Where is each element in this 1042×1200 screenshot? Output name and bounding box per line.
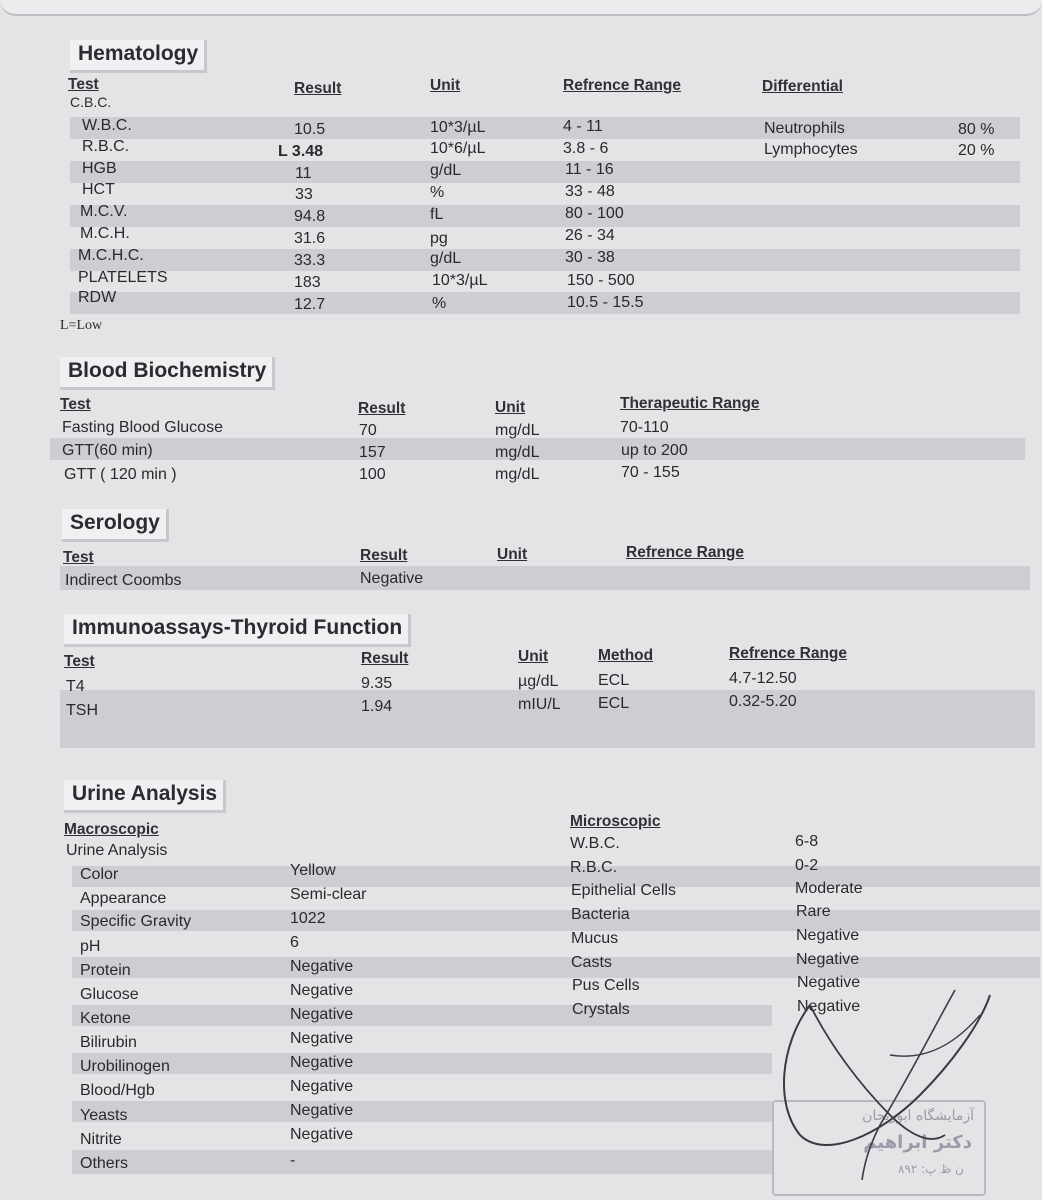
test-result: 9.35: [361, 675, 393, 692]
test-unit: mg/dL: [495, 422, 540, 439]
col-header-microscopic: Microscopic: [570, 813, 661, 830]
test-range: 70-110: [620, 419, 669, 436]
test-name: Glucose: [80, 986, 139, 1003]
test-unit: µg/dL: [518, 673, 559, 690]
test-name: M.C.H.C.: [78, 247, 144, 264]
row-band: [70, 292, 1020, 314]
section-title-urine: Urine Analysis: [64, 780, 226, 813]
test-method: ECL: [598, 672, 630, 689]
test-result: 33: [295, 186, 313, 203]
differential-name: Lymphocytes: [764, 141, 858, 158]
test-name: Others: [80, 1155, 129, 1172]
test-result: 0-2: [795, 857, 819, 874]
row-band: [70, 249, 1020, 271]
row-band: [72, 910, 1040, 931]
col-header-unit: Unit: [495, 399, 526, 416]
test-result: 1.94: [361, 698, 393, 715]
test-unit: pg: [430, 230, 448, 247]
test-result: 12.7: [294, 296, 326, 313]
test-result: Negative: [290, 1054, 354, 1071]
col-header-range: Refrence Range: [729, 645, 848, 662]
test-name: R.B.C.: [82, 138, 130, 155]
section-title-hematology: Hematology: [70, 40, 207, 73]
row-band: [72, 1150, 772, 1174]
section-title-biochemistry: Blood Biochemistry: [60, 357, 275, 390]
test-result: Negative: [290, 1126, 354, 1143]
test-result-flagged: L 3.48: [278, 143, 324, 160]
differential-value: 20 %: [958, 142, 995, 159]
test-unit: %: [432, 295, 447, 312]
col-header-result: Result: [360, 547, 408, 564]
test-name: HCT: [82, 181, 115, 198]
col-header-test: Test: [64, 653, 95, 670]
test-unit: g/dL: [430, 162, 462, 179]
test-name: M.C.V.: [80, 203, 128, 220]
test-unit: 10*6/µL: [430, 140, 486, 157]
test-name: HGB: [82, 160, 117, 177]
test-name: T4: [66, 678, 85, 695]
test-name: Fasting Blood Glucose: [62, 419, 223, 436]
test-result: 183: [294, 274, 321, 291]
test-unit: fL: [430, 206, 444, 223]
col-header-differential: Differential: [762, 78, 843, 95]
test-range: 11 - 16: [565, 161, 614, 178]
test-result: Moderate: [795, 880, 863, 897]
test-range: 4 - 11: [563, 118, 603, 135]
test-unit: %: [430, 184, 445, 201]
col-header-unit: Unit: [518, 648, 549, 665]
signature-scribble: [770, 985, 1020, 1195]
col-header-result: Result: [294, 80, 342, 97]
test-result: Negative: [290, 1102, 354, 1119]
test-name: Yeasts: [80, 1107, 128, 1124]
test-name: pH: [80, 938, 101, 955]
test-result: Negative: [360, 570, 424, 587]
test-name: Urobilinogen: [80, 1058, 170, 1075]
test-result: 70: [359, 422, 377, 439]
test-name: W.B.C.: [570, 835, 620, 852]
test-result: Negative: [796, 927, 860, 944]
test-result: Negative: [290, 1006, 354, 1023]
row-band: [70, 161, 1020, 183]
test-result: Yellow: [290, 862, 336, 879]
test-name: Nitrite: [80, 1131, 122, 1148]
test-name: Bilirubin: [80, 1034, 137, 1051]
row-band: [72, 866, 1040, 887]
stamp-line: ن ظ پ: ۸۹۲: [897, 1162, 964, 1176]
test-name: Bacteria: [571, 906, 630, 923]
test-range: 150 - 500: [567, 272, 635, 289]
col-header-test: Test: [68, 76, 99, 93]
test-name: Specific Gravity: [80, 913, 192, 930]
test-result: 10.5: [294, 121, 326, 138]
group-label-cbc: C.B.C.: [70, 94, 112, 110]
row-band: [70, 117, 1020, 139]
test-name: Pus Cells: [572, 977, 640, 994]
test-range: 70 - 155: [621, 464, 680, 481]
test-result: Negative: [290, 1030, 354, 1047]
test-name: Casts: [571, 954, 612, 971]
test-unit: 10*3/µL: [430, 119, 486, 136]
test-result: Negative: [290, 982, 354, 999]
row-band: [72, 1005, 772, 1026]
test-range: 26 - 34: [565, 227, 615, 244]
test-range: 10.5 - 15.5: [567, 294, 644, 311]
test-result: 11: [295, 165, 312, 182]
test-name: Blood/Hgb: [80, 1082, 155, 1099]
col-header-result: Result: [358, 400, 406, 417]
test-name: R.B.C.: [570, 859, 618, 876]
stamp-line: دکتر ابراهیم: [863, 1132, 972, 1153]
test-name: Ketone: [80, 1010, 131, 1027]
col-header-range: Therapeutic Range: [620, 395, 760, 412]
col-header-test: Test: [60, 396, 91, 413]
row-band: [60, 566, 1030, 590]
test-name: Protein: [80, 962, 131, 979]
test-name: Crystals: [572, 1001, 630, 1018]
test-range: 0.32-5.20: [729, 693, 797, 710]
col-header-test: Test: [63, 549, 94, 566]
test-name: Mucus: [571, 930, 619, 947]
test-name: RDW: [78, 289, 117, 306]
test-method: ECL: [598, 695, 630, 712]
col-header-unit: Unit: [430, 77, 461, 94]
test-result: 6-8: [795, 833, 819, 850]
test-result: 157: [359, 444, 386, 461]
test-range: 4.7-12.50: [729, 670, 797, 687]
test-result: Negative: [797, 974, 861, 991]
test-result: -: [290, 1152, 296, 1169]
col-header-range: Refrence Range: [563, 77, 682, 94]
test-name: Indirect Coombs: [65, 572, 182, 589]
test-name: M.C.H.: [80, 225, 130, 242]
group-label-urine: Urine Analysis: [66, 842, 168, 859]
row-band: [70, 205, 1020, 227]
row-band: [72, 1053, 772, 1074]
section-title-serology: Serology: [62, 509, 169, 542]
test-unit: g/dL: [430, 250, 462, 267]
test-result: 1022: [290, 910, 326, 927]
test-name: GTT(60 min): [62, 442, 153, 459]
test-unit: 10*3/µL: [432, 272, 488, 289]
test-result: 6: [290, 934, 299, 951]
differential-value: 80 %: [958, 121, 995, 138]
row-band: [72, 1101, 772, 1122]
col-header-unit: Unit: [497, 546, 528, 563]
stamp-line: آزمایشگاه ابوریحان: [862, 1108, 974, 1124]
test-result: Rare: [796, 903, 831, 920]
test-name: Color: [80, 866, 119, 883]
test-result: 100: [359, 466, 386, 483]
row-band: [72, 957, 1040, 978]
test-result: 94.8: [294, 208, 326, 225]
test-unit: mg/dL: [495, 444, 540, 461]
test-result: Negative: [290, 958, 354, 975]
test-result: 33.3: [294, 252, 326, 269]
col-header-method: Method: [598, 647, 654, 664]
differential-name: Neutrophils: [764, 120, 845, 137]
test-unit: mIU/L: [518, 696, 561, 713]
test-range: 33 - 48: [565, 183, 615, 200]
col-header-result: Result: [361, 650, 409, 667]
test-result: Negative: [290, 1078, 354, 1095]
section-title-thyroid: Immunoassays-Thyroid Function: [64, 614, 411, 647]
test-result: 31.6: [294, 230, 326, 247]
test-name: TSH: [66, 702, 98, 719]
test-result: Semi-clear: [290, 886, 367, 903]
test-name: PLATELETS: [78, 269, 168, 286]
paper-top-edge: [0, 0, 1042, 16]
col-header-macroscopic: Macroscopic: [64, 821, 159, 838]
test-result: Negative: [797, 998, 861, 1015]
test-name: Appearance: [80, 890, 167, 907]
test-name: W.B.C.: [82, 117, 132, 134]
test-name: GTT ( 120 min ): [64, 466, 177, 483]
test-name: Epithelial Cells: [571, 882, 676, 899]
test-range: up to 200: [621, 442, 688, 459]
col-header-range: Refrence Range: [626, 544, 745, 561]
test-range: 3.8 - 6: [563, 140, 609, 157]
test-range: 80 - 100: [565, 205, 624, 222]
legend-note: L=Low: [60, 318, 103, 333]
test-result: Negative: [796, 951, 860, 968]
test-unit: mg/dL: [495, 466, 540, 483]
test-range: 30 - 38: [565, 249, 615, 266]
